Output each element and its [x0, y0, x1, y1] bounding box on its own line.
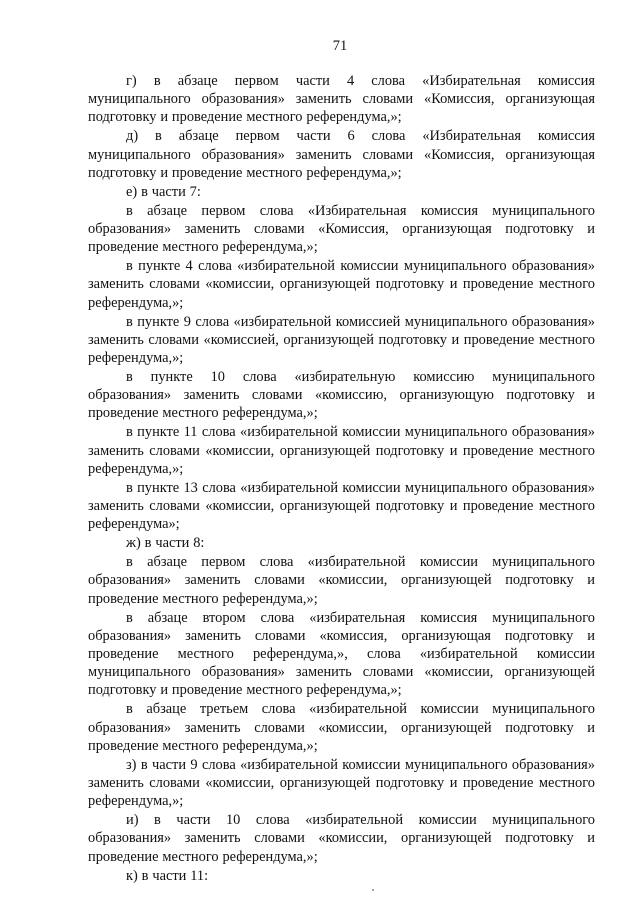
- page-number: 71: [332, 38, 348, 54]
- paragraph-e-first-abzac: в абзаце первом слова «Избирательная комиссия муниципального образования» заменить словами «Комиссия, организующая подготовку и проведение местного референдума,»;: [88, 202, 595, 256]
- paragraph-e-punkt-9: в пункте 9 слова «избирательной комиссией муниципального образования» заменить словами «комиссией, организующей подготовку и проведение местного референдума,»;: [88, 313, 595, 367]
- paragraph-zh-second-abzac: в абзаце втором слова «избирательная комиссия муниципального образования» заменить словами «комиссия, организующая подготовку и проведение местного референдума,», слова «избирательной комиссии муниципального образования» заменить словами «комиссии, организующей подготовку и проведение местного референдума,»;: [88, 609, 595, 699]
- paragraph-e-punkt-4: в пункте 4 слова «избирательной комиссии муниципального образования» заменить словами «комиссии, организующей подготовку и проведение местного референдума,»;: [88, 258, 595, 311]
- paragraph-k-heading: к) в части 11:: [126, 867, 209, 884]
- paragraph-z: з) в части 9 слова «избирательной комиссии муниципального образования» заменить словами «комиссии, организующей подготовку и проведение местного референдума,»;: [88, 756, 595, 810]
- paragraph-i: и) в части 10 слова «избирательной комиссии муниципального образования» заменить словами «комиссии, организующей подготовку и проведение местного референдума,»;: [88, 812, 595, 865]
- paragraph-g: г) в абзаце первом части 4 слова «Избирательная комиссия муниципального образования» заменить словами «Комиссия, организующая подготовку и проведение местного референдума,»;: [88, 73, 595, 126]
- paragraph-zh-third-abzac: в абзаце третьем слова «избирательной комиссии муниципального образования» заменить словами «комиссии, организующей подготовку и проведение местного референдума,»;: [88, 701, 595, 754]
- document-body: [88, 72, 595, 886]
- paragraph-zh-heading: ж) в части 8:: [126, 535, 205, 552]
- paragraph-e-punkt-13: в пункте 13 слова «избирательной комиссии муниципального образования» заменить словами «комиссии, организующей подготовку и проведение местного референдума»;: [88, 479, 595, 533]
- paragraph-zh-first-abzac: в абзаце первом слова «избирательной комиссии муниципального образования» заменить словами «комиссии, организующей подготовку и проведение местного референдума,»;: [88, 554, 595, 607]
- paragraph-e-punkt-10: в пункте 10 слова «избирательную комиссию муниципального образования» заменить словами «комиссию, организующую подготовку и проведение местного референдума,»;: [88, 369, 595, 422]
- paragraph-e-heading: е) в части 7:: [126, 183, 201, 200]
- scan-artifact-dot: [372, 889, 374, 891]
- paragraph-e-punkt-11: в пункте 11 слова «избирательной комиссии муниципального образования» заменить словами «комиссии, организующей подготовку и проведение местного референдума,»;: [88, 424, 595, 477]
- paragraph-d: д) в абзаце первом части 6 слова «Избирательная комиссия муниципального образования» заменить словами «Комиссия, организующая подготовку и проведение местного референдума,»;: [88, 128, 595, 181]
